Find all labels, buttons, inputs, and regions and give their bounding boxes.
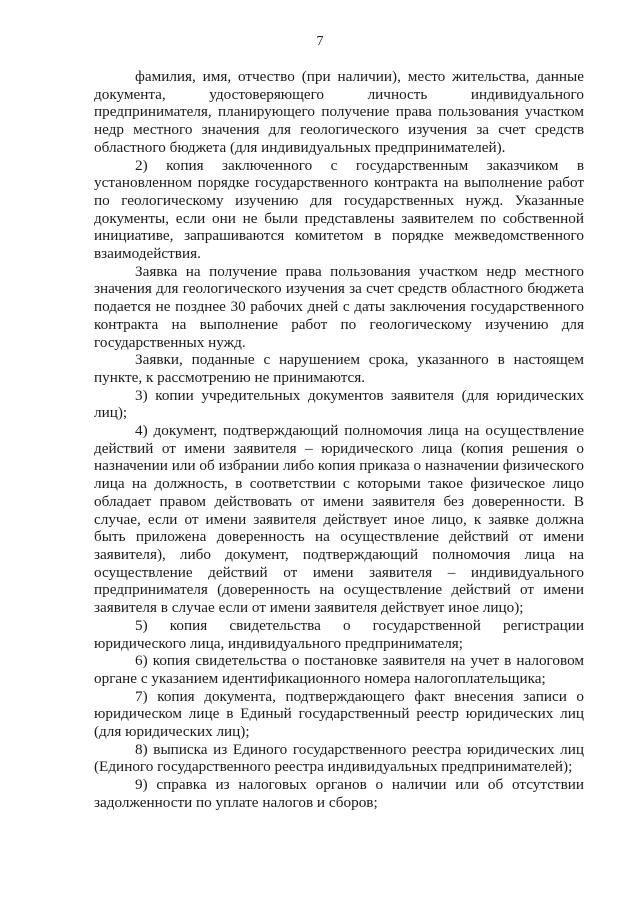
paragraph-item-7: 7) копия документа, подтверждающего факт внесения записи о юридическом лице в Единый государственный реестр юридических лиц (для юридических лиц); xyxy=(94,687,584,741)
document-body xyxy=(94,68,584,812)
paragraph-item-2: 2) копия заключенного с государственным заказчиком в установленном порядке государственного контракта на выполнение работ по геологическому изучению для государственных нужд. Указанные документы, если они не были представлены заявителем по собственной инициативе, запрашиваются комитетом в порядке межведомственного взаимодействия. xyxy=(94,156,584,263)
paragraph-item-4: 4) документ, подтверждающий полномочия лица на осуществление действий от имени заявителя – юридического лица (копия решения о назначении или об избрании либо копия приказа о назначении физического лица на должность, в соответствии с которыми такое физическое лицо обладает правом действовать от имени заявителя без доверенности. В случае, если от имени заявителя действует иное лицо, к заявке должна быть приложена доверенность на осуществление действий от имени заявителя), либо документ, подтверждающий полномочия лица на осуществление действий от имени заявителя – индивидуального предпринимателя (доверенность на осуществление действий от имени заявителя в случае если от имени заявителя действует иное лицо); xyxy=(94,422,584,617)
paragraph-item-8: 8) выписка из Единого государственного реестра юридических лиц (Единого государственного реестра индивидуальных предпринимателей); xyxy=(94,740,584,776)
page-number: 7 xyxy=(316,34,324,49)
paragraph-item-9: 9) справка из налоговых органов о наличии или об отсутствии задолженности по уплате налогов и сборов; xyxy=(94,776,584,811)
paragraph-application-deadline: Заявка на получение права пользования участком недр местного значения для геологического изучения за счет средств областного бюджета подается не позднее 30 рабочих дней с даты заключения государственного контракта на выполнение работ по геологическому изучению для государственных нужд. xyxy=(94,262,584,351)
paragraph-continuation: фамилия, имя, отчество (при наличии), место жительства, данные документа, удостоверяющего личность индивидуального предпринимателя, планирующего получение права пользования участком недр местного значения для геологического изучения за счет средств областного бюджета (для индивидуальных предпринимателей). xyxy=(94,68,584,156)
paragraph-late-applications: Заявки, поданные с нарушением срока, указанного в настоящем пункте, к рассмотрению не принимаются. xyxy=(94,351,584,386)
paragraph-item-3: 3) копии учредительных документов заявителя (для юридических лиц); xyxy=(94,386,584,422)
paragraph-item-6: 6) копия свидетельства о постановке заявителя на учет в налоговом органе с указанием идентификационного номера налогоплательщика; xyxy=(94,652,584,687)
paragraph-item-5: 5) копия свидетельства о государственной регистрации юридического лица, индивидуального предпринимателя; xyxy=(94,616,584,652)
